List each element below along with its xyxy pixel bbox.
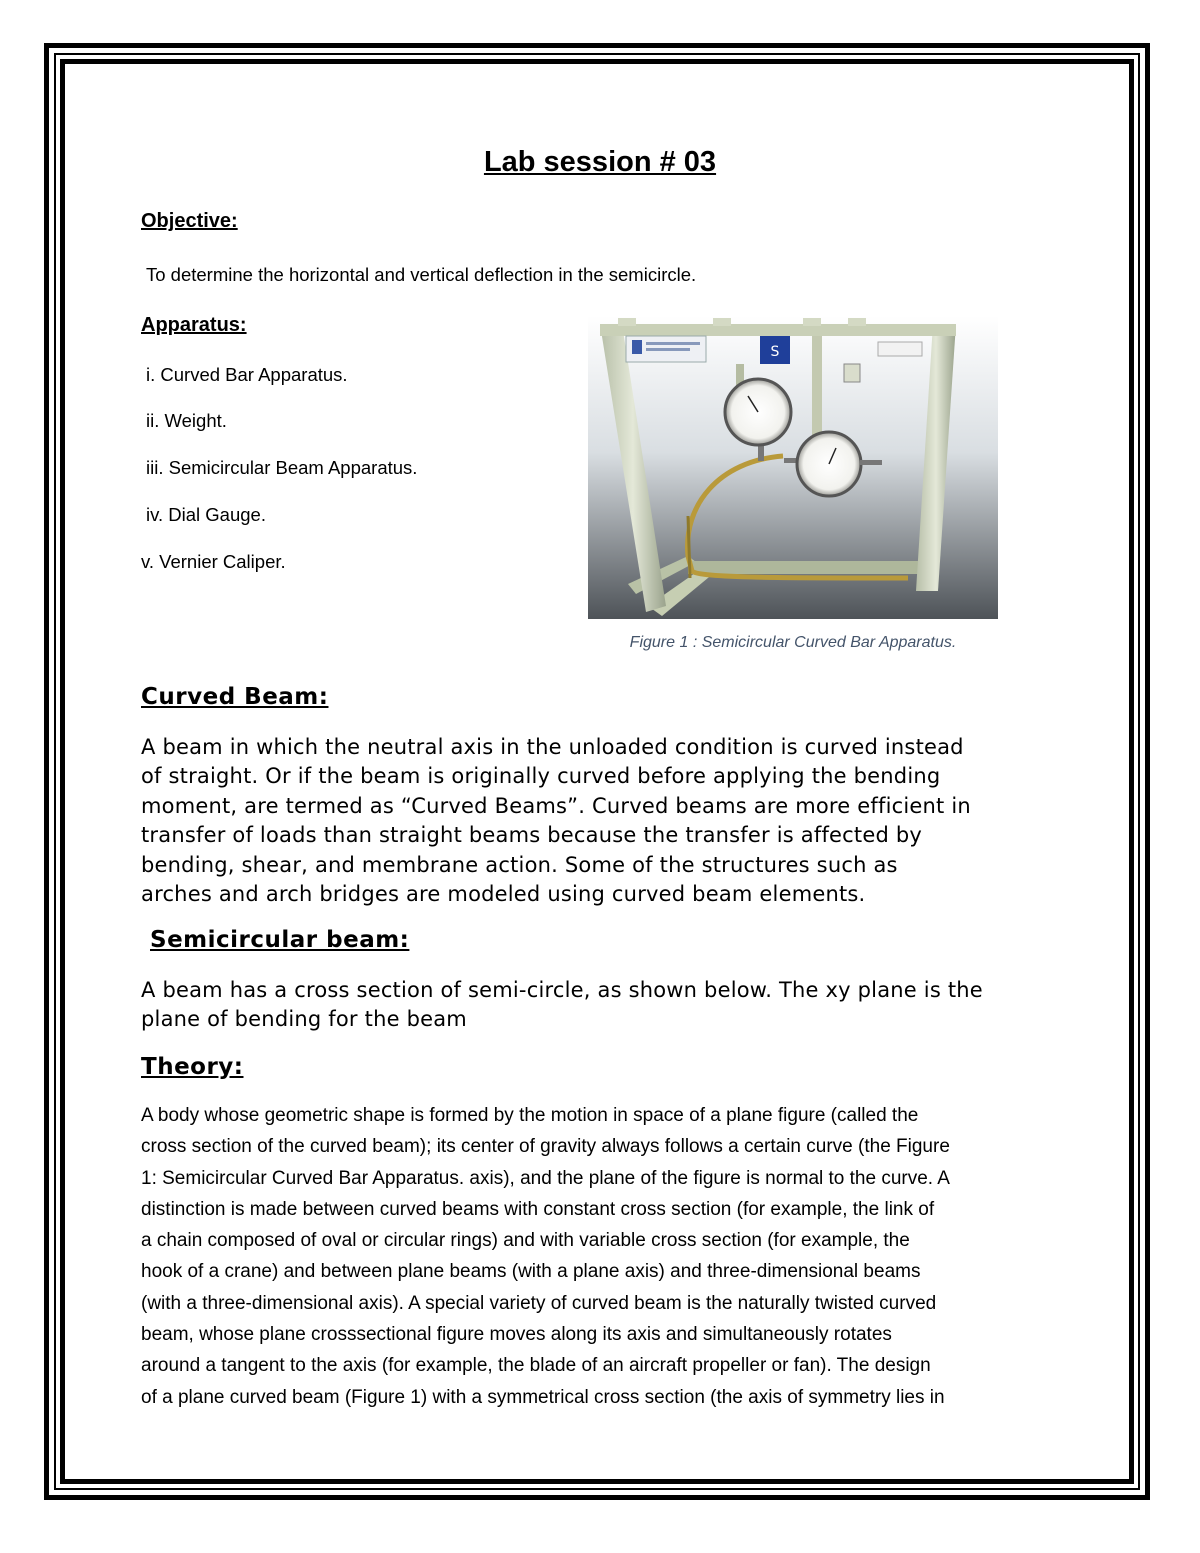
objective-text: To determine the horizontal and vertical deflection in the semicircle.	[146, 264, 697, 285]
paragraph-line: of a plane curved beam (Figure 1) with a symmetrical cross section (the axis of symmetry lies in	[141, 1386, 945, 1408]
apparatus-photo	[588, 316, 998, 619]
theory-paragraph	[141, 1100, 1071, 1413]
apparatus-item: iv. Dial Gauge.	[146, 504, 266, 525]
paragraph-line: A beam in which the neutral axis in the unloaded condition is curved instead	[141, 735, 964, 759]
paragraph-line: plane of bending for the beam	[141, 1007, 467, 1032]
svg-text:S: S	[770, 344, 780, 360]
paragraph-line: distinction is made between curved beams with constant cross section (for example, the link of	[141, 1198, 935, 1220]
paragraph-line: of straight. Or if the beam is originally curved before applying the bending	[141, 764, 941, 789]
paragraph-line: arches and arch bridges are modeled using curved beam elements.	[141, 882, 866, 907]
apparatus-item: v. Vernier Caliper.	[141, 551, 286, 572]
paragraph-line: bending, shear, and membrane action. Some of the structures such as	[141, 852, 898, 877]
curved-beam-paragraph	[141, 733, 1071, 909]
paragraph-line: moment, are termed as “Curved Beams”. Curved beams are more efficient in	[141, 793, 971, 818]
page-title: Lab session # 03	[483, 146, 717, 178]
paragraph-line: A beam has a cross section of semi-circle, as shown below. The xy plane is the	[141, 978, 983, 1002]
paragraph-line: A body whose geometric shape is formed by the motion in space of a plane figure (called the	[141, 1105, 919, 1126]
paragraph-line: a chain composed of oval or circular rings) and with variable cross section (for example, the	[141, 1230, 910, 1252]
curved-beam-heading: Curved Beam:	[141, 684, 329, 710]
paragraph-line: 1: Semicircular Curved Bar Apparatus. axis), and the plane of the figure is normal to the curve. A	[141, 1167, 950, 1189]
apparatus-heading: Apparatus:	[141, 314, 247, 336]
apparatus-item: ii. Weight.	[146, 410, 227, 431]
apparatus-item: i. Curved Bar Apparatus.	[146, 364, 348, 385]
semicircular-beam-heading: Semicircular beam:	[150, 927, 410, 953]
paragraph-line: (with a three-dimensional axis). A special variety of curved beam is the naturally twisted curved	[141, 1292, 937, 1314]
paragraph-line: transfer of loads than straight beams because the transfer is affected by	[141, 823, 923, 848]
figure-caption: Figure 1 : Semicircular Curved Bar Apparatus.	[629, 634, 957, 651]
paragraph-line: cross section of the curved beam); its center of gravity always follows a certain curve (the Figure	[141, 1136, 950, 1158]
paragraph-line: hook of a crane) and between plane beams (with a plane axis) and three-dimensional beams	[141, 1261, 921, 1283]
semicircular-beam-paragraph	[141, 976, 1071, 1035]
theory-heading: Theory:	[141, 1054, 244, 1080]
paragraph-line: beam, whose plane crosssectional figure moves along its axis and simultaneously rotates	[141, 1324, 892, 1346]
apparatus-item: iii. Semicircular Beam Apparatus.	[146, 457, 418, 478]
objective-heading: Objective:	[141, 210, 238, 232]
paragraph-line: around a tangent to the axis (for example, the blade of an aircraft propeller or fan). The design	[141, 1355, 931, 1377]
